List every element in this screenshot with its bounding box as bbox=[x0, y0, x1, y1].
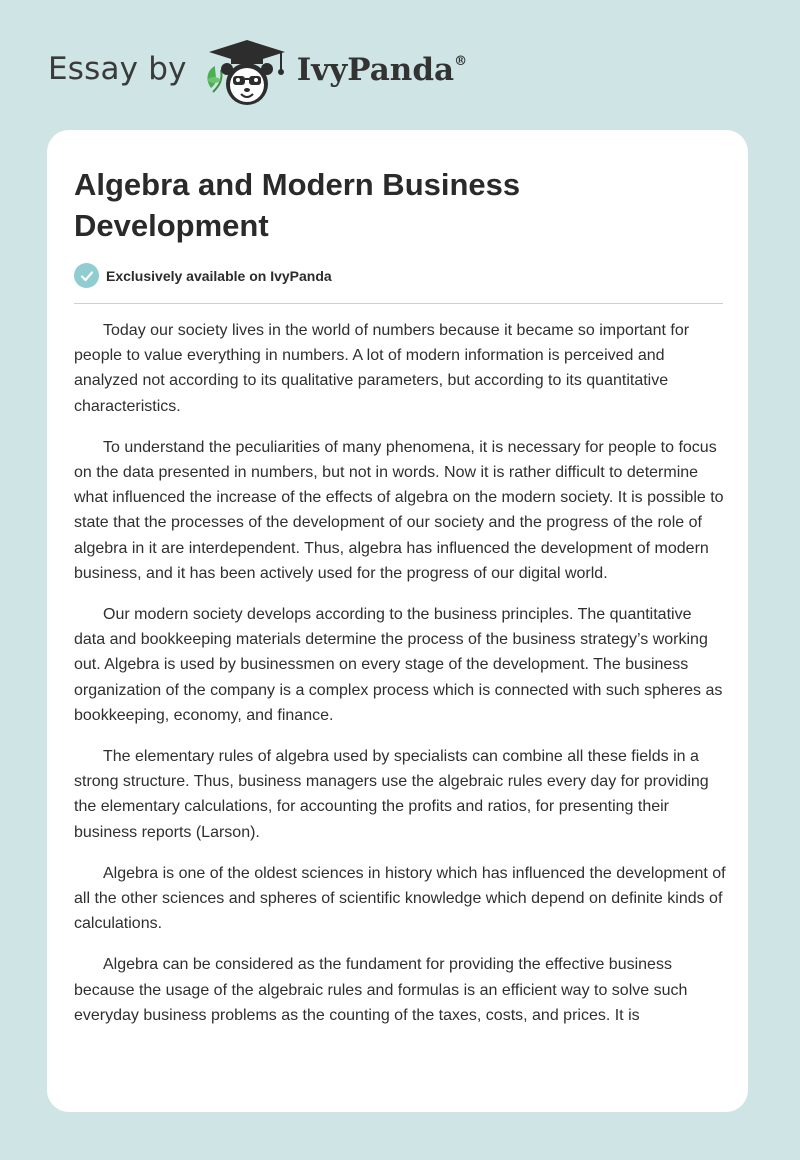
check-circle-icon bbox=[74, 263, 99, 288]
site-header bbox=[48, 36, 467, 108]
registered-mark: ® bbox=[454, 53, 468, 69]
brand-text: IvyPanda bbox=[296, 52, 455, 88]
exclusive-badge-label: Exclusively available on IvyPanda bbox=[106, 267, 332, 284]
brand-name[interactable] bbox=[297, 52, 467, 88]
essay-card bbox=[47, 130, 748, 1112]
exclusive-badge bbox=[74, 263, 332, 288]
paragraph: The elementary rules of algebra used by specialists can combine all these fields in a strong structure. Thus, business managers use the algebraic rules every day for providing the elementary calculations, for accounting the profits and ratios, for presenting their business reports (Larson). bbox=[74, 748, 709, 841]
paragraph: Today our society lives in the world of numbers because it became so important for people to value everything in numbers. A lot of modern information is perceived and analyzed not according to its qualitative parameters, but according to its quantitative characteristics. bbox=[74, 322, 690, 415]
page-title: Algebra and Modern Business Development bbox=[74, 167, 521, 243]
panda-logo-icon[interactable] bbox=[201, 36, 293, 108]
paragraph: Our modern society develops according to the business principles. The quantitative data and bookkeeping materials determine the process of the business strategy’s working out. Algebra is used by businessmen on every stage of the development. The business organization of the company is a complex process which is connected with such spheres as bookkeeping, economy, and finance. bbox=[74, 606, 723, 724]
paragraph: To understand the peculiarities of many phenomena, it is necessary for people to focus on the data presented in numbers, but not in words. Now it is rather difficult to determine what influenced the increase of the effects of algebra on the modern society. It is possible to state that the processes of the development of our society and the progress of the role of algebra in it are interdependent. Thus, algebra has influenced the development of modern business, and it has been actively used for the progress of our digital world. bbox=[74, 438, 724, 582]
essay-body bbox=[74, 318, 726, 1044]
paragraph: Algebra can be considered as the fundament for providing the effective business because the usage of the algebraic rules and formulas is an efficient way to solve such everyday business problems as the counting of the taxes, costs, and prices. It is bbox=[74, 956, 688, 1024]
essay-by-label: Essay by bbox=[48, 51, 187, 87]
divider bbox=[74, 303, 723, 304]
paragraph: Algebra is one of the oldest sciences in history which has influenced the development of all the other sciences and spheres of scientific knowledge which depend on definite kinds of calculations. bbox=[74, 864, 726, 933]
